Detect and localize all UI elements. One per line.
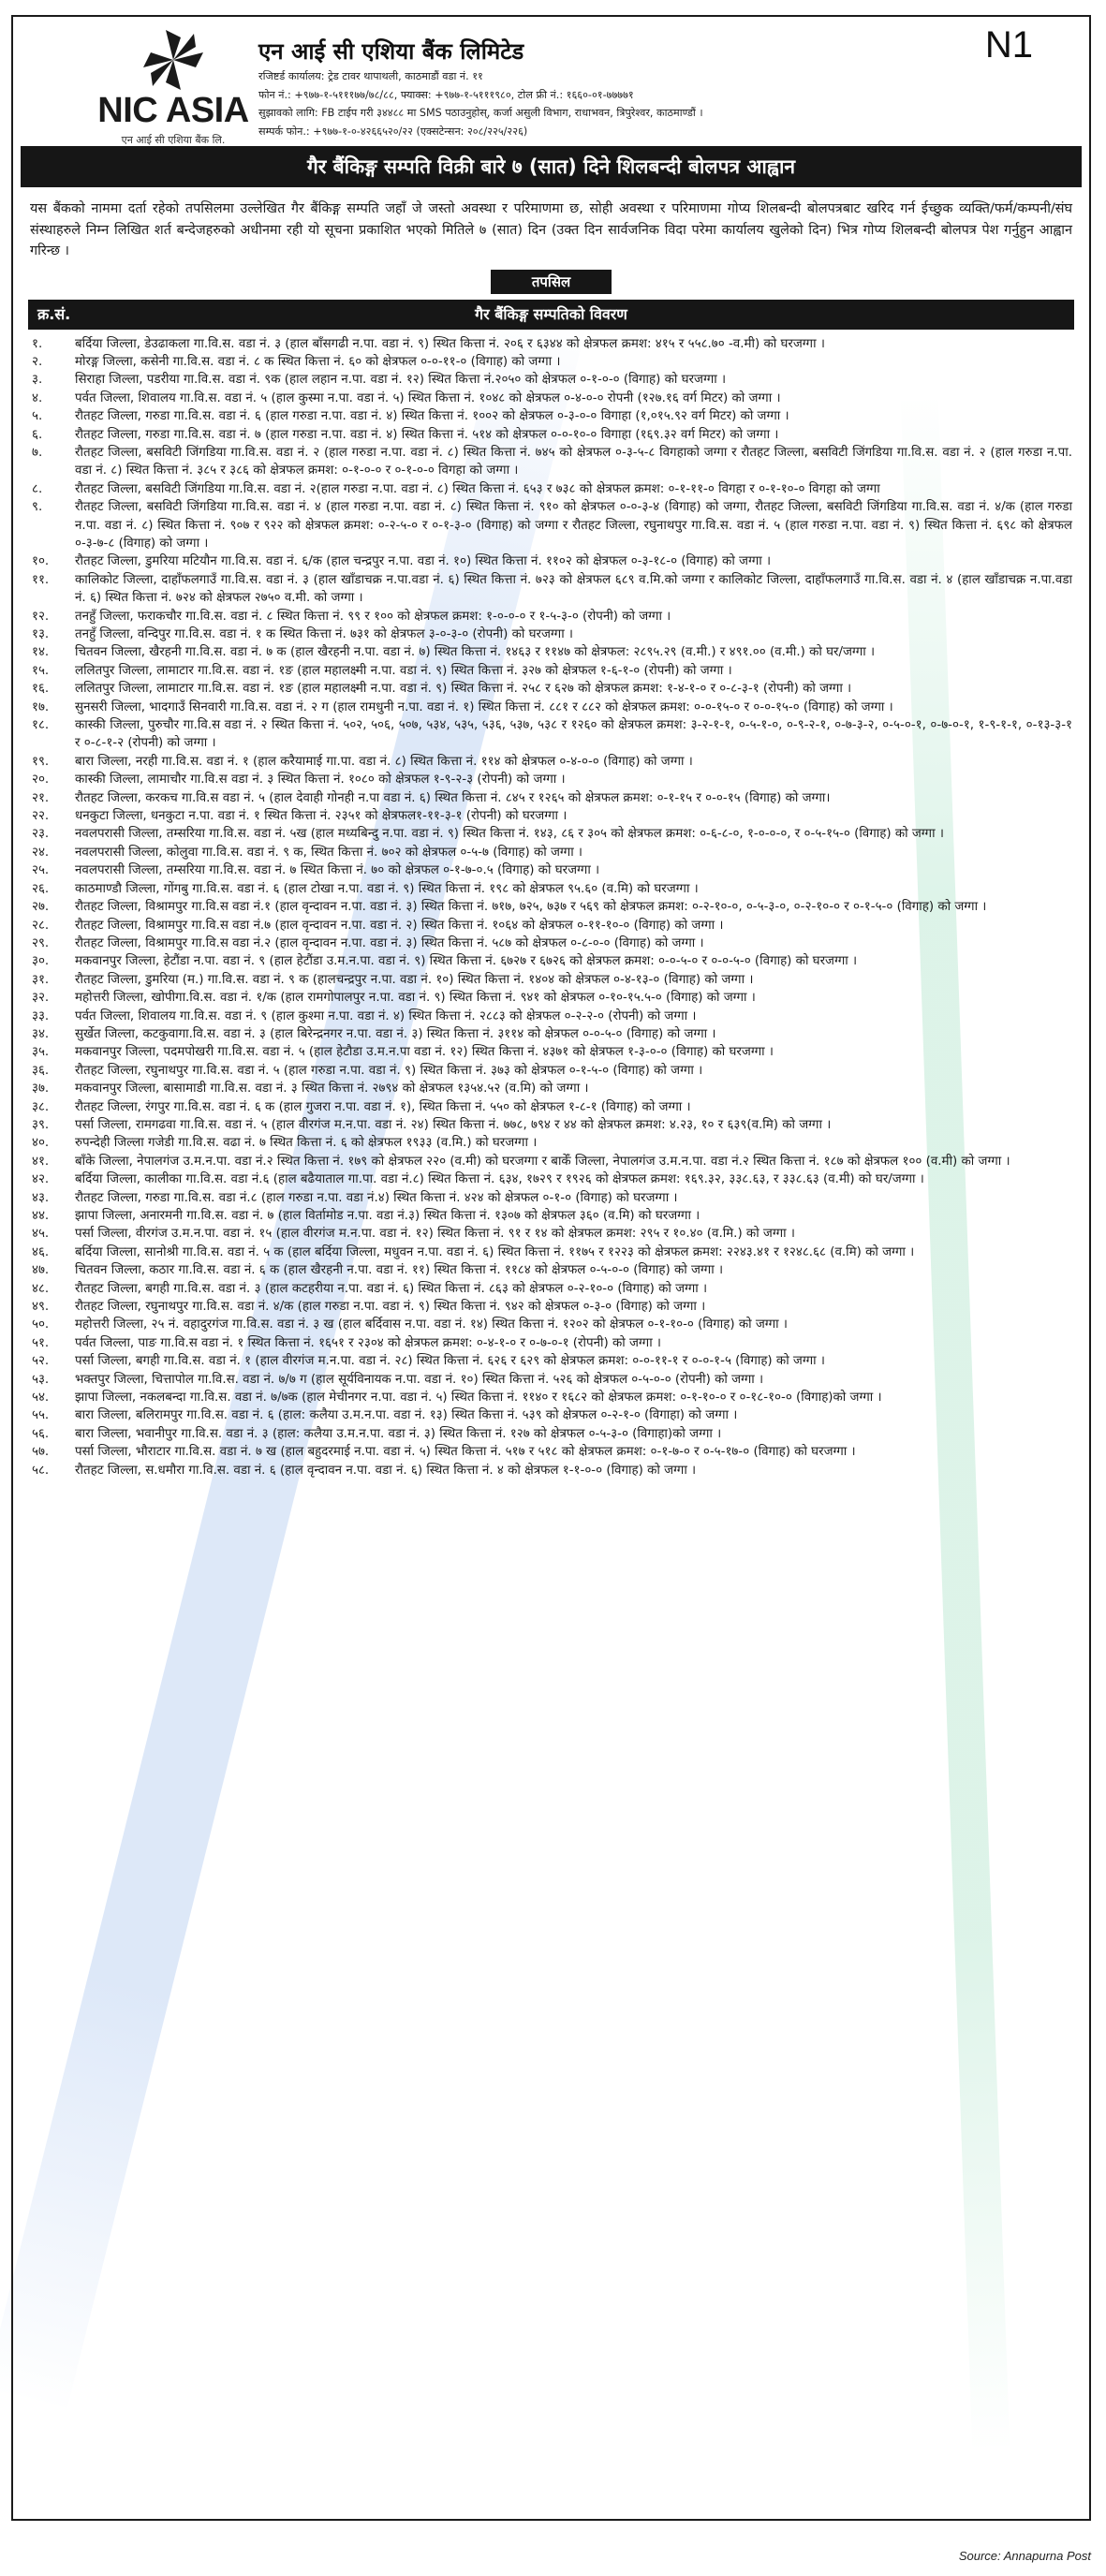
row-description: महोत्तरी जिल्ला, २५ नं. वहादुरगंज गा.वि.स. वडा नं. ३ ख (हाल बर्दिवास न.पा. वडा नं. १४) स्थित कित्ता नं. १२०२ को क्षेत्रफल ०-१-१०-० (विगाह) को जग्गा । bbox=[75, 1317, 788, 1332]
row-serial: १२. bbox=[32, 609, 50, 624]
row-serial: १९. bbox=[32, 754, 50, 769]
row-description: धनकुटा जिल्ला, धनकुटा न.पा. वडा नं. १ स्थित कित्ता नं. २३५१ को क्षेत्रफल१-११-३-१ (रोपनी) को घरजग्गा । bbox=[75, 809, 568, 824]
row-description: सिराहा जिल्ला, पडरीया गा.वि.स. वडा नं. ९क (हाल लहान न.पा. वडा नं. १२) स्थित कित्ता नं.२०५० को क्षेत्रफल ०-१-०-० (विगाह) को घरजग्गा । bbox=[75, 373, 727, 388]
table-row bbox=[30, 680, 1072, 698]
row-description: कालिकोट जिल्ला, दाहाँफलगाउँ गा.वि.स. वडा नं. ३ (हाल खाँडाचक्र न.पा.वडा नं. ६) स्थित कित्ता नं. ७२३ को क्षेत्रफल ६८९ व.मि.को जग्गा र कालिकोट जिल्ला, दाहाँफलगाउँ गा.वि.स. वडा नं. ४ (हाल खाँडाचक्र न.पा.वडा नं. ६) स्थित कित्ता नं. ७२४ को क्षेत्रफल २७५० व.मी. को जग्गा । bbox=[75, 572, 1072, 606]
row-serial: ५२. bbox=[32, 1354, 50, 1369]
logo-wordmark: NIC ASIA bbox=[97, 91, 249, 130]
table-row bbox=[30, 444, 1072, 480]
row-description: बर्दिया जिल्ला, कालीका गा.वि.स. वडा नं.६ (हाल बढैयाताल गा.पा. वडा नं.८) स्थित कित्ता नं. ६३४, १७२९ र १९२६ को क्षेत्रफल क्रमश: १६९.३२, ३३८.६३, र ३३८.६३ (व.मी) को घर/जग्गा । bbox=[75, 1172, 924, 1187]
row-serial: १६. bbox=[32, 682, 50, 697]
row-serial: २०. bbox=[32, 773, 50, 788]
table-row bbox=[30, 789, 1072, 807]
row-serial: ४१. bbox=[32, 1154, 50, 1169]
row-serial: ४३. bbox=[32, 1190, 50, 1205]
row-description: कास्की जिल्ला, लामाचौर गा.वि.स वडा नं. ३ स्थित कित्ता नं. १०८० को क्षेत्रफल १-९-२-३ (रोपनी) को जग्गा । bbox=[75, 773, 566, 788]
row-description: बारा जिल्ला, नरही गा.वि.स. वडा नं. १ (हाल करैयामाई गा.पा. वडा नं. ८) स्थित कित्ता नं. ११४ को क्षेत्रफल ०-४-०-० (विगाह) को जग्गा । bbox=[75, 754, 693, 769]
row-description: झापा जिल्ला, अनारमनी गा.वि.स. वडा नं. ७ (हाल विर्तामोड न.पा. वडा नं.३) स्थित कित्ता नं. १३०७ को क्षेत्रफल ३६० (व.मि) को घरजग्गा । bbox=[75, 1209, 700, 1223]
row-description: रौतहट जिल्ला, बसविटी जिंगडिया गा.वि.स. वडा नं. २ (हाल गरुडा न.पा. वडा नं. ८) स्थित कित्ता नं. ७४५ को क्षेत्रफल ०-३-५-८ विगहाको जग्गा र रौतहट जिल्ला, बसविटी जिंगडिया गा.वि.स. वडा नं. २ (हाल गरुडा न.पा. वडा नं. ८) स्थित कित्ता नं. ३८५ र ३८६ को क्षेत्रफल क्रमश: ०-१-०-० र ०-१-०-० विगहा को जग्गा । bbox=[75, 445, 1072, 478]
schedule-label: तपसिल bbox=[491, 270, 612, 294]
row-description: ललितपुर जिल्ला, लामाटार गा.वि.स. वडा नं. १ङ (हाल महालक्ष्मी न.पा. वडा नं. ९) स्थित कित्ता नं. २५८ र ६२७ को क्षेत्रफल क्रमश: १-४-१-० र ०-८-३-१ (रोपनी) को जग्गा । bbox=[75, 682, 852, 697]
table-row bbox=[30, 1153, 1072, 1170]
row-serial: ४४. bbox=[32, 1209, 50, 1223]
table-row bbox=[30, 1170, 1072, 1188]
row-serial: ३३. bbox=[32, 1008, 50, 1023]
phone-fax: फोन नं.: +९७७-१-५१११७७/७८/८८, फ्याक्स: +९७७-१-५१११९८०, टोल फ्री नं.: १६६०-०१-७७७७१ bbox=[258, 88, 634, 101]
row-serial: ३०. bbox=[32, 954, 50, 969]
table-row bbox=[30, 1462, 1072, 1479]
row-description: रौतहट जिल्ला, डुमरिया (म.) गा.वि.स. वडा नं. ९ क (हालचन्द्रपुर न.पा. वडा नं. १०) स्थित कित्ता नं. १४०४ को क्षेत्रफल ०-४-१३-० (विगाह) को जग्गा । bbox=[75, 972, 754, 987]
row-serial: २५. bbox=[32, 863, 50, 878]
table-row bbox=[30, 1134, 1072, 1152]
suggestion-line: सुझावको लागि: FB टाईप गरी ३४४८८ मा SMS पठाउनुहोस्, कर्जा असुली विभाग, राधाभवन, त्रिपुरेश्वर, काठमाण्डौं । bbox=[258, 107, 703, 119]
table-row bbox=[30, 426, 1072, 444]
row-description: पर्वत जिल्ला, शिवालय गा.वि.स. वडा नं. ९ (हाल कुश्मा न.पा. वडा नं. ४) स्थित कित्ता नं. २८८३ को क्षेत्रफल ०-२-२-० (रोपनी) को जग्गा । bbox=[75, 1008, 697, 1023]
row-description: नवलपरासी जिल्ला, तम्सरिया गा.वि.स. वडा नं. ५ख (हाल मध्यबिन्दु न.पा. वडा नं. ९) स्थित कित्ता नं. १४३, ८६ र ३०५ को क्षेत्रफल क्रमश: ०-६-८-०, १-०-०-०, र ०-५-१५-० (विगाह) को जग्गा । bbox=[75, 827, 944, 842]
row-description: बर्दिया जिल्ला, सानोश्री गा.वि.स. वडा नं. ५ क (हाल बर्दिया जिल्ला, मधुवन न.पा. वडा नं. ६) स्थित कित्ता नं. ११७५ र १२२३ को क्षेत्रफल क्रमश: २२४३.४१ र १२४८.६८ (व.मि) को जग्गा । bbox=[75, 1244, 915, 1259]
row-description: मकवानपुर जिल्ला, पदमपोखरी गा.वि.स. वडा नं. ५ (हाल हेटौडा उ.म.न.पा वडा नं. १२) स्थित कित्ता नं. ४३७१ को क्षेत्रफल १-३-०-० (विगाह) को घरजग्गा । bbox=[75, 1045, 774, 1060]
table-row bbox=[30, 1225, 1072, 1243]
column-header-description: गैर बैंकिङ्ग सम्पतिको विवरण bbox=[475, 304, 627, 323]
row-description: रुपन्देही जिल्ला गजेडी गा.वि.स. वढा नं. ७ स्थित कित्ता नं. ६ को क्षेत्रफल १९३३ (व.मि.) को घरजग्गा । bbox=[75, 1136, 538, 1151]
table-row bbox=[30, 952, 1072, 970]
row-serial: २३. bbox=[32, 827, 50, 842]
table-row bbox=[30, 643, 1072, 661]
row-serial: २. bbox=[32, 354, 43, 369]
row-serial: ५३. bbox=[32, 1372, 50, 1387]
row-description: पर्सा जिल्ला, वीरगंज उ.म.न.पा. वडा नं. १५ (हाल वीरगंज म.न.पा. वडा नं. १२) स्थित कित्ता नं. ९१ र १४ को क्षेत्रफल क्रमश: २९५ र १०.४० (व.मि.) को जग्गा । bbox=[75, 1227, 795, 1242]
logo-subtitle: एन आई सी एशिया बैंक लि. bbox=[121, 134, 226, 146]
row-description: मोरङ्ग जिल्ला, कसेनी गा.वि.स. वडा नं. ८ क स्थित कित्ता नं. ६० को क्षेत्रफल ०-०-११-० (विगाह) को जग्गा । bbox=[75, 354, 561, 369]
row-description: बारा जिल्ला, भवानीपुर गा.वि.स. वडा नं. ३ (हाल: कलैया उ.म.न.पा. वडा नं. ३) स्थित कित्ता नं. १२७ को क्षेत्रफल ०-५-३-० (विगाहा)को जग्गा । bbox=[75, 1426, 722, 1441]
table-row bbox=[30, 1298, 1072, 1316]
row-description: बारा जिल्ला, बलिरामपुर गा.वि.स. वडा नं. ६ (हाल: कलैया उ.म.न.पा. वडा नं. १३) स्थित कित्ता नं. ५३९ को क्षेत्रफल ०-२-१-० (विगाहा) को जग्गा । bbox=[75, 1408, 738, 1423]
bank-info bbox=[258, 36, 703, 140]
table-row bbox=[30, 861, 1072, 879]
row-serial: ५५. bbox=[32, 1408, 50, 1423]
table-row bbox=[30, 571, 1072, 608]
table-row bbox=[30, 335, 1072, 353]
row-serial: १. bbox=[32, 336, 43, 351]
row-description: चितवन जिल्ला, खैरहनी गा.वि.स. वडा नं. ७ क (हाल खैरहनी न.पा. वडा नं. ७) स्थित कित्ता नं. १४६३ र ११४७ को क्षेत्रफल: २८९५.२९ (व.मी.) र ४९१.०० (व.मी.) को घर/जग्गा । bbox=[75, 645, 876, 660]
table-row bbox=[30, 753, 1072, 771]
row-description: सुनसरी जिल्ला, भादगाउँ सिनवारी गा.वि.स. वडा नं. २ ग (हाल रामधुनी न.पा. वडा नं. १) स्थित कित्ता नं. ८८१ र ८८२ को क्षेत्रफल क्रमश: ०-०-१५-० र ०-०-१५-० (विगाह) को जग्गा । bbox=[75, 699, 893, 714]
row-serial: १४. bbox=[32, 645, 50, 660]
row-description: पर्वत जिल्ला, शिवालय गा.वि.स. वडा नं. ५ (हाल कुस्मा न.पा. वडा नं. ५) स्थित कित्ता नं. १०४८ को क्षेत्रफल ०-४-०-० रोपनी (१२७.१६ वर्ग मिटर) को जग्गा । bbox=[75, 390, 781, 405]
row-serial: ५. bbox=[32, 409, 43, 424]
row-serial: २९. bbox=[32, 935, 50, 950]
table-row bbox=[30, 1244, 1072, 1261]
row-serial: ३९. bbox=[32, 1117, 50, 1132]
row-description: रौतहट जिल्ला, विश्रामपुर गा.वि.स वडा नं.७ (हाल वृन्दावन न.पा. वडा नं. २) स्थित कित्ता नं. १०६४ को क्षेत्रफल ०-११-१०-० (विगाह) को जग्गा । bbox=[75, 918, 724, 933]
row-description: रौतहट जिल्ला, गरुडा गा.वि.स. वडा नं. ६ (हाल गरुडा न.पा. वडा नं. ४) स्थित कित्ता नं. १००२ को क्षेत्रफल ०-३-०-० विगाहा (१,०१५.९२ वर्ग मिटर) को जग्गा । bbox=[75, 409, 789, 424]
table-row bbox=[30, 1043, 1072, 1061]
table-row bbox=[30, 716, 1072, 753]
table-row bbox=[30, 1316, 1072, 1333]
row-serial: ४५. bbox=[32, 1227, 50, 1242]
row-serial: ३५. bbox=[32, 1045, 50, 1060]
row-serial: २८. bbox=[32, 918, 50, 933]
table-row bbox=[30, 371, 1072, 389]
table-row bbox=[30, 1062, 1072, 1080]
table-row bbox=[30, 844, 1072, 861]
notice-title: गैर बैंकिङ्ग सम्पति विक्री बारे ७ (सात) दिने शिलबन्दी बोलपत्र आह्वान bbox=[21, 146, 1082, 187]
table-row bbox=[30, 1406, 1072, 1424]
row-serial: ५१. bbox=[32, 1335, 50, 1350]
row-serial: ३७. bbox=[32, 1082, 50, 1097]
row-description: मकवानपुर जिल्ला, हेटौंडा न.पा. वडा नं. ९ (हाल हेटौंडा उ.म.न.पा. वडा नं. ९) स्थित कित्ता नं. ६७२७ र ६७२६ को क्षेत्रफल क्रमश: ०-०-५-० र ०-०-५-० (विगाह) को घरजग्गा । bbox=[75, 954, 858, 969]
row-serial: २४. bbox=[32, 845, 50, 860]
table-row bbox=[30, 935, 1072, 952]
table-row bbox=[30, 1116, 1072, 1134]
table-header bbox=[28, 300, 1074, 330]
notice-header bbox=[13, 17, 1089, 146]
row-description: रौतहट जिल्ला, गरुडा गा.वि.स. वडा नं. ७ (हाल गरुडा न.पा. वडा नं. ४) स्थित कित्ता नं. ५१४ को क्षेत्रफल ०-०-१०-० विगाहा (१६९.३२ वर्ग मिटर) को जग्गा । bbox=[75, 427, 779, 442]
row-description: झापा जिल्ला, नकलबन्दा गा.वि.स. वडा नं. ७/७क (हाल मेचीनगर न.पा. वडा नं. ५) स्थित कित्ता नं. ११४० र १६८२ को क्षेत्रफल क्रमश: ०-१-१०-० र ०-१८-१०-० (विगाह)को जग्गा । bbox=[75, 1391, 882, 1406]
row-serial: ४७. bbox=[32, 1263, 50, 1278]
row-description: सुर्खेत जिल्ला, कटकुवागा.वि.स. वडा नं. ३ (हाल बिरेन्द्रनगर न.पा. वडा नं. ३) स्थित कित्ता नं. ३११४ को क्षेत्रफल ०-०-५-० (विगाह) को जग्गा । bbox=[75, 1026, 716, 1041]
row-serial: ५६. bbox=[32, 1426, 50, 1441]
row-serial: ११. bbox=[32, 572, 50, 587]
row-serial: ४६. bbox=[32, 1244, 50, 1259]
row-serial: ४२. bbox=[32, 1172, 50, 1187]
table-row bbox=[30, 1425, 1072, 1443]
table-row bbox=[30, 1207, 1072, 1225]
row-description: रौतहट जिल्ला, रघुनाथपुर गा.वि.स. वडा नं. ५ (हाल गरुडा न.पा. वडा नं. ९) स्थित कित्ता नं. ३७३ को क्षेत्रफल ०-१-५-० (विगाह) को जग्गा । bbox=[75, 1063, 703, 1078]
table-row bbox=[30, 1352, 1072, 1370]
row-description: रौतहट जिल्ला, रघुनाथपुर गा.वि.स. वडा नं. ४/क (हाल गरुडा न.पा. वडा नं. ९) स्थित कित्ता नं. ९४२ को क्षेत्रफल ०-३-० (विगाह) को जग्गा । bbox=[75, 1300, 706, 1315]
row-description: रौतहट जिल्ला, विश्रामपुर गा.वि.स वडा नं.१ (हाल वृन्दावन न.पा. वडा नं. ३) स्थित कित्ता नं. ७१७, ७२५, ७३७ र ५६९ को क्षेत्रफल क्रमश: ०-२-१०-०, ०-५-३-०, ०-२-१०-० र ०-१-५-० (विगाह) को जग्गा । bbox=[75, 900, 987, 915]
table-row bbox=[30, 807, 1072, 825]
table-row bbox=[30, 1371, 1072, 1389]
row-description: चितवन जिल्ला, कठार गा.वि.स. वडा नं. ६ क (हाल खैरहनी न.पा. वडा नं. ११) स्थित कित्ता नं. ११८४ को क्षेत्रफल ०-५-०-० (विगाह) को जग्गा । bbox=[75, 1263, 724, 1278]
row-description: महोत्तरी जिल्ला, खोपीगा.वि.स. वडा नं. १/क (हाल रामगोपालपुर न.पा. वडा नं. ९) स्थित कित्ता नं. ९४१ को क्षेत्रफल ०-१०-१५.५-० (विगाह) को जग्गा । bbox=[75, 991, 756, 1006]
table-row bbox=[30, 1189, 1072, 1207]
row-description: बाँके जिल्ला, नेपालगंज उ.म.न.पा. वडा नं.२ स्थित कित्ता नं. १७९ को क्षेत्रफल २२० (व.मी) को घरजग्गा र बाकेँ जिल्ला, नेपालगंज उ.म.न.पा. वडा नं.२ स्थित कित्ता नं. १८७ को क्षेत्रफल १०० (व.मी) को जग्गा । bbox=[75, 1154, 1010, 1169]
row-serial: १५. bbox=[32, 663, 50, 678]
row-serial: ३१. bbox=[32, 972, 50, 987]
row-description: पर्वत जिल्ला, पाङ गा.वि.स वडा नं. १ स्थित कित्ता नं. १६५१ र २३०४ को क्षेत्रफल क्रमश: ०-४-१-० र ०-७-०-१ (रोपनी) को जग्गा । bbox=[75, 1335, 661, 1350]
table-row bbox=[30, 699, 1072, 716]
row-description: काठमाण्डौ जिल्ला, गोंगबु गा.वि.स. वडा नं. ६ (हाल टोखा न.पा. वडा नं. ९) स्थित कित्ता नं. १९८ को क्षेत्रफल ९५.६० (व.मि) को घरजग्गा । bbox=[75, 881, 699, 896]
table-row bbox=[30, 498, 1072, 552]
row-serial: ५७. bbox=[32, 1445, 50, 1460]
row-serial: २७. bbox=[32, 900, 50, 915]
row-serial: १०. bbox=[32, 554, 50, 569]
nic-asia-star-icon bbox=[138, 28, 209, 92]
row-serial: ८. bbox=[32, 481, 43, 496]
row-description: रौतहट जिल्ला, बसविटी जिंगडिया गा.वि.स. वडा नं. २(हाल गरुडा न.पा. वडा नं. ८) स्थित कित्ता नं. ६५३ र ७३८ को क्षेत्रफल क्रमश: ०-१-११-० विगहा र ०-१-१०-० विगहा को जग्गा bbox=[75, 481, 880, 496]
table-row bbox=[30, 480, 1072, 498]
row-description: रौतहट जिल्ला, करकच गा.वि.स वडा नं. ५ (हाल देवाही गोनही न.पा वडा नं. ६) स्थित कित्ता नं. ८४५ र १२६५ को क्षेत्रफल क्रमश: ०-१-१५ र ०-०-१५ (विगाह) को जग्गा। bbox=[75, 790, 831, 805]
row-description: रौतहट जिल्ला, बगही गा.वि.स. वडा नं. ३ (हाल कटहरीया न.पा. वडा नं. ६) स्थित कित्ता नं. ८६३ को क्षेत्रफल ०-२-१०-० (विगाह) को जग्गा । bbox=[75, 1281, 708, 1296]
row-description: रौतहट जिल्ला, विश्रामपुर गा.वि.स वडा नं.२ (हाल वृन्दावन न.पा. वडा नं. ३) स्थित कित्ता नं. ५८७ को क्षेत्रफल ०-८-०-० (विगाह) को जग्गा । bbox=[75, 935, 704, 950]
asset-list bbox=[30, 335, 1072, 1480]
row-serial: ३८. bbox=[32, 1099, 50, 1114]
table-row bbox=[30, 1261, 1072, 1279]
table-row bbox=[30, 917, 1072, 935]
bank-name: एन आई सी एशिया बैंक लिमिटेड bbox=[258, 38, 524, 65]
row-serial: ५४. bbox=[32, 1391, 50, 1406]
intro-paragraph: यस बैंकको नाममा दर्ता रहेको तपसिलमा उल्लेखित गैर बैंकिङ्ग सम्पति जहाँ जे जस्तो अवस्था र परिमाणमा छ, सोही अवस्था र परिमाणमा गोप्य शिलबन्दी बोलपत्रबाट खरिद गर्न ईच्छुक व्यक्ति/फर्म/कम्पनी/संघ संस्थाहरुले निम्न लिखित शर्त बन्देजहरुको अधीनमा रही यो सूचना प्रकाशित भएको मितिले ७ (सात) दिन (उक्त दिन सार्वजनिक विदा परेमा कार्यालय खुलेको दिन) भित्र गोप्य शिलबन्दी बोलपत्र पेश गर्नुहुन आह्वान गरिन्छ । bbox=[30, 201, 1072, 258]
row-serial: ६. bbox=[32, 427, 43, 442]
table-row bbox=[30, 971, 1072, 989]
source-credit: Source: Annapurna Post bbox=[958, 2549, 1091, 2563]
row-description: नवलपरासी जिल्ला, तम्सरिया गा.वि.स. वडा नं. ७ स्थित कित्ता नं. ७० को क्षेत्रफल ०-१-७-०.५ (विगाह) को घरजग्गा । bbox=[75, 863, 600, 878]
table-row bbox=[30, 608, 1072, 626]
row-serial: ४८. bbox=[32, 1281, 50, 1296]
contact-phone: सम्पर्क फोन.: +९७७-१-०-४२६६५२०/२२ (एक्सटेन्सन: २०८/२२५/२२६) bbox=[258, 125, 528, 138]
table-row bbox=[30, 1389, 1072, 1406]
row-serial: २६. bbox=[32, 881, 50, 896]
table-row bbox=[30, 898, 1072, 916]
row-description: कास्की जिल्ला, पुरुचौर गा.वि.स वडा नं. २ स्थित कित्ता नं. ५०२, ५०६, ५०७, ५३४, ५३५, ५३६, ५३७, ५३८ र १२६० को क्षेत्रफल क्रमश: ३-२-१-१, ०-५-१-०, ०-९-२-१, ०-७-३-२, ०-५-०-१, ०-७-०-१, १-९-१-१, ०-१३-३-१ र ०-८-१-२ (रोपनी) को जग्गा । bbox=[75, 718, 1072, 751]
row-description: रौतहट जिल्ला, रंगपुर गा.वि.स. वडा नं. ६ क (हाल गुजरा न.पा. वडा नं. १), स्थित कित्ता नं. ५५० को क्षेत्रफल १-८-१ (विगाह) को जग्गा । bbox=[75, 1099, 691, 1114]
schedule-label-wrap bbox=[13, 270, 1089, 294]
table-row bbox=[30, 1334, 1072, 1352]
row-serial: ५८. bbox=[32, 1463, 50, 1478]
row-serial: ३२. bbox=[32, 991, 50, 1006]
table-row bbox=[30, 989, 1072, 1007]
row-serial: ९. bbox=[32, 500, 43, 515]
row-description: नवलपरासी जिल्ला, कोलुवा गा.वि.स. वडा नं. ९ क, स्थित कित्ता नं. ७०२ को क्षेत्रफल ०-५-७ (विगाह) को जग्गा । bbox=[75, 845, 583, 860]
table-row bbox=[30, 771, 1072, 788]
row-description: रौतहट जिल्ला, डुमरिया मटियौन गा.वि.स. वडा नं. ६/क (हाल चन्द्रपुर न.पा. वडा नं. १०) स्थित कित्ता नं. ११०२ को क्षेत्रफल ०-३-१८-० (विगाह) को जग्गा । bbox=[75, 554, 772, 569]
row-serial: १३. bbox=[32, 627, 50, 641]
table-row bbox=[30, 1008, 1072, 1025]
ad-code: N1 bbox=[984, 24, 1033, 66]
row-serial: ५०. bbox=[32, 1317, 50, 1332]
row-description: मकवानपुर जिल्ला, बासामाडी गा.वि.स. वडा नं. ३ स्थित कित्ता नं. २७९४ को क्षेत्रफल १३५४.५२ (व.मि) को जग्गा । bbox=[75, 1082, 589, 1097]
table-row bbox=[30, 353, 1072, 371]
table-row bbox=[30, 880, 1072, 898]
table-row bbox=[30, 1080, 1072, 1097]
row-serial: ३४. bbox=[32, 1026, 50, 1041]
row-serial: ४. bbox=[32, 390, 43, 405]
row-description: पर्सा जिल्ला, बगही गा.वि.स. वडा नं. १ (हाल वीरगंज म.न.पा. वडा नं. २८) स्थित कित्ता नं. ६२६ र ६२९ को क्षेत्रफल क्रमश: ०-०-११-१ र ०-०-१-५ (विगाह) को जग्गा । bbox=[75, 1354, 825, 1369]
registered-office: रजिष्टर्ड कार्यालय: ट्रेड टावर थापाथली, काठमाडौं वडा नं. ११ bbox=[258, 70, 483, 82]
row-serial: ७. bbox=[32, 445, 43, 460]
table-row bbox=[30, 407, 1072, 425]
table-row bbox=[30, 1280, 1072, 1298]
table-row bbox=[30, 825, 1072, 843]
row-description: रौतहट जिल्ला, बसविटी जिंगडिया गा.वि.स. वडा नं. ४ (हाल गरुडा न.पा. वडा नं. ८) स्थित कित्ता नं. ९१० को क्षेत्रफल ०-०-३-४ (विगाह) को जग्गा, रौतहट जिल्ला, बसविटी जिंगडिया गा.वि.स. वडा नं. ४/क (हाल गरुडा न.पा. वडा नं. ८) स्थित कित्ता नं. ९०७ र ९२२ को क्षेत्रफल क्रमश: ०-२-५-० र ०-१-३-० (विगाह) को जग्गा र रौतहट जिल्ला, रघुनाथपुर गा.वि.स. वडा नं. ५ (हाल गरुडा न.पा. वडा नं. ९) स्थित कित्ता नं. ६९८ को क्षेत्रफल ०-३-७-८ (विगाह) को जग्गा । bbox=[75, 500, 1072, 551]
row-serial: ३६. bbox=[32, 1063, 50, 1078]
row-serial: २१. bbox=[32, 790, 50, 805]
table-row bbox=[30, 1098, 1072, 1116]
table-row bbox=[30, 662, 1072, 680]
bank-logo bbox=[75, 28, 272, 147]
row-serial: २२. bbox=[32, 809, 50, 824]
table-row bbox=[30, 626, 1072, 643]
table-row bbox=[30, 1443, 1072, 1461]
table-row bbox=[30, 390, 1072, 407]
row-serial: १८. bbox=[32, 718, 50, 733]
row-description: तनहुँ जिल्ला, फराकचौर गा.वि.स. वडा नं. ८ स्थित कित्ता नं. ९९ र १०० को क्षेत्रफल क्रमश: १-०-०-० र १-५-३-० (रोपनी) को जग्गा । bbox=[75, 609, 671, 624]
row-description: भक्तपुर जिल्ला, चित्तापोल गा.वि.स. वडा नं. ७/७ ग (हाल सूर्यविनायक न.पा. वडा नं. १०) स्थित कित्ता नं. ५२६ को क्षेत्रफल ०-५-०-० (रोपनी) को जग्गा । bbox=[75, 1372, 764, 1387]
row-serial: ४९. bbox=[32, 1300, 50, 1315]
column-header-serial: क्र.सं. bbox=[37, 304, 71, 323]
row-description: तनहुँ जिल्ला, वन्दिपुर गा.वि.स. वडा नं. १ क स्थित कित्ता नं. ७३१ को क्षेत्रफल ३-०-३-० (रोपनी) को घरजग्गा । bbox=[75, 627, 574, 641]
row-description: बर्दिया जिल्ला, डेउढाकला गा.वि.स. वडा नं. ३ (हाल बाँसगढी न.पा. वडा नं. ९) स्थित कित्ता नं. २०६ र ६३४४ को क्षेत्रफल क्रमश: ४१५ र ५५८.७० -व.मी) को घरजग्गा । bbox=[75, 336, 825, 351]
row-description: रौतहट जिल्ला, गरुडा गा.वि.स. वडा नं.८ (हाल गरुडा न.पा. वडा नं.४) स्थित कित्ता नं. ४२४ को क्षेत्रफल ०-१-० (विगाह) को घरजग्गा । bbox=[75, 1190, 678, 1205]
notice-advertisement bbox=[11, 15, 1091, 2521]
row-description: ललितपुर जिल्ला, लामाटार गा.वि.स. वडा नं. १ङ (हाल महालक्ष्मी न.पा. वडा नं. ९) स्थित कित्ता नं. ३२७ को क्षेत्रफल १-६-१-० (रोपनी) को जग्गा । bbox=[75, 663, 732, 678]
table-row bbox=[30, 1025, 1072, 1043]
row-serial: ३. bbox=[32, 373, 43, 388]
row-description: पर्सा जिल्ला, रामगढवा गा.वि.स. वडा नं. ५ (हाल वीरगंज म.न.पा. वडा नं. २४) स्थित कित्ता नं. ७७८, ७९४ र ४४ को क्षेत्रफल क्रमश: ४.२३, १० र ६३९(व.मि) को जग्गा । bbox=[75, 1117, 832, 1132]
table-row bbox=[30, 552, 1072, 570]
row-description: रौतहट जिल्ला, स.धमौरा गा.वि.स. वडा नं. ६ (हाल वृन्दावन न.पा. वडा नं. ६) स्थित कित्ता नं. ४ को क्षेत्रफल १-१-०-० (विगाह) को जग्गा । bbox=[75, 1463, 697, 1478]
row-description: पर्सा जिल्ला, भौराटार गा.वि.स. वडा नं. ७ ख (हाल बहुदरमाई न.पा. वडा नं. ५) स्थित कित्ता नं. ५१७ र ५१८ को क्षेत्रफल क्रमश: ०-१-७-० र ०-५-१७-० (विगाह) को घरजग्गा । bbox=[75, 1445, 856, 1460]
row-serial: १७. bbox=[32, 699, 50, 714]
row-serial: ४०. bbox=[32, 1136, 50, 1151]
